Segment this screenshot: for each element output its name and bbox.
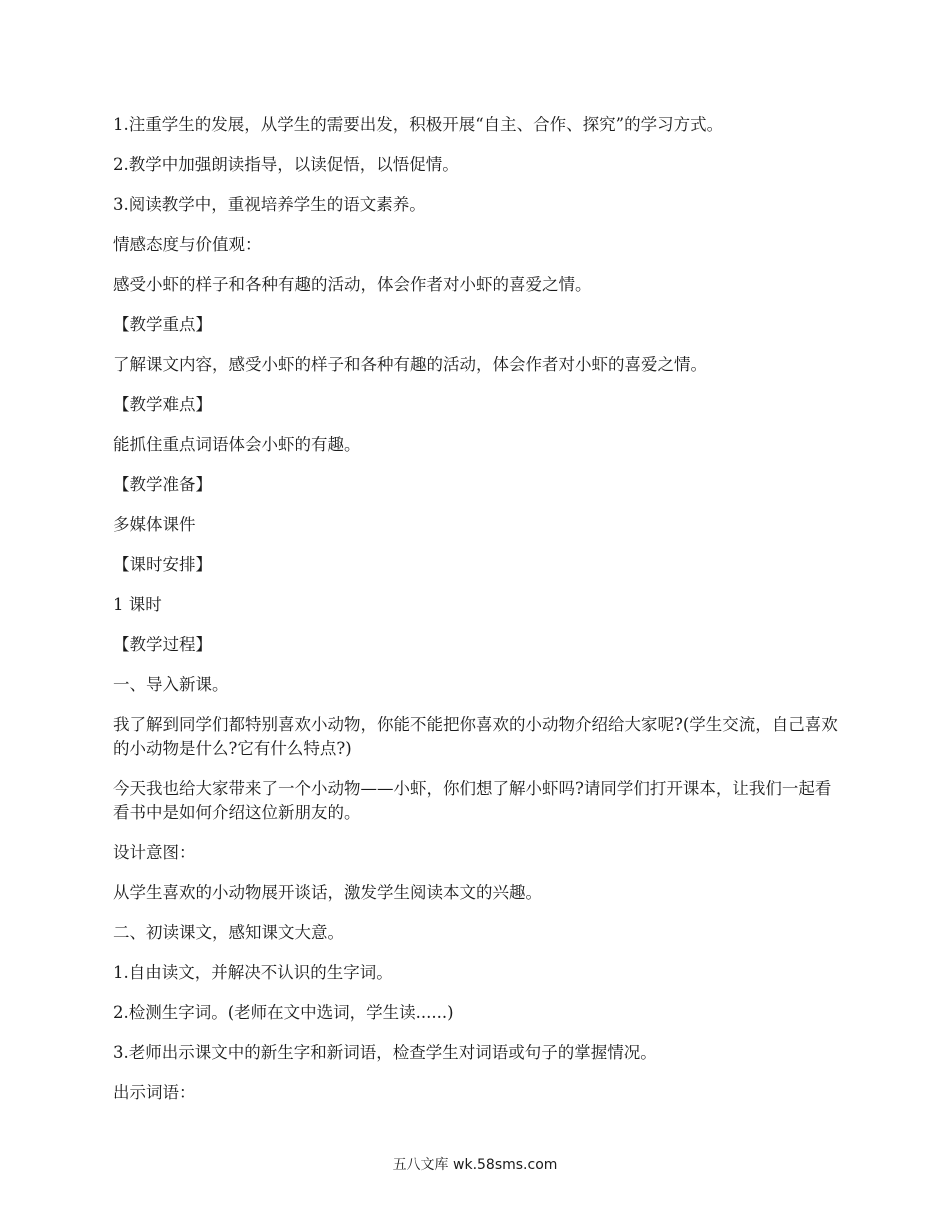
heading-attitude-values: 情感态度与价值观： <box>113 235 262 254</box>
heading-teaching-difficulty: 【教学难点】 <box>113 395 212 414</box>
paragraph-teaching-difficulty: 能抓住重点词语体会小虾的有趣。 <box>113 435 361 454</box>
paragraph-attitude-values: 感受小虾的样子和各种有趣的活动，体会作者对小虾的喜爱之情。 <box>113 275 592 294</box>
paragraph-show-words: 出示词语： <box>113 1083 196 1102</box>
footer-watermark: 五八文库 wk.58sms.com <box>392 1157 558 1173</box>
heading-design-intent: 设计意图： <box>113 843 196 862</box>
paragraph-design-intent: 从学生喜欢的小动物展开谈话，激发学生阅读本文的兴趣。 <box>113 883 542 902</box>
paragraph-goal-3: 3.阅读教学中，重视培养学生的语文素养。 <box>113 195 426 214</box>
paragraph-class-schedule: 1 课时 <box>113 595 162 614</box>
paragraph-reading-step-1: 1.自由读文，并解决不认识的生字词。 <box>113 963 393 982</box>
heading-step-1-introduction: 一、导入新课。 <box>113 675 229 694</box>
heading-teaching-preparation: 【教学准备】 <box>113 475 212 494</box>
paragraph-reading-step-3: 3.老师出示课文中的新生字和新词语，检查学生对词语或句子的掌握情况。 <box>113 1043 657 1062</box>
heading-class-schedule: 【课时安排】 <box>113 555 212 574</box>
heading-step-2-first-reading: 二、初读课文，感知课文大意。 <box>113 923 344 942</box>
paragraph-reading-step-2: 2.检测生字词。(老师在文中选词，学生读......) <box>113 1003 454 1022</box>
heading-teaching-process: 【教学过程】 <box>113 635 212 654</box>
paragraph-introduction-shrimp: 今天我也给大家带来了一个小动物——小虾，你们想了解小虾吗?请同学们打开课本，让我们一起看看书中是如何介绍这位新朋友的。 <box>113 779 832 822</box>
paragraph-teaching-focus: 了解课文内容，感受小虾的样子和各种有趣的活动，体会作者对小虾的喜爱之情。 <box>113 355 707 374</box>
document-body <box>113 113 838 1121</box>
paragraph-introduction-question: 我了解到同学们都特别喜欢小动物，你能不能把你喜欢的小动物介绍给大家呢?(学生交流，自己喜欢的小动物是什么?它有什么特点?) <box>113 715 838 758</box>
heading-teaching-focus: 【教学重点】 <box>113 315 212 334</box>
paragraph-goal-2: 2.教学中加强朗读指导，以读促悟，以悟促情。 <box>113 155 459 174</box>
paragraph-teaching-preparation: 多媒体课件 <box>113 515 196 534</box>
paragraph-goal-1: 1.注重学生的发展，从学生的需要出发，积极开展“自主、合作、探究”的学习方式。 <box>113 115 724 134</box>
